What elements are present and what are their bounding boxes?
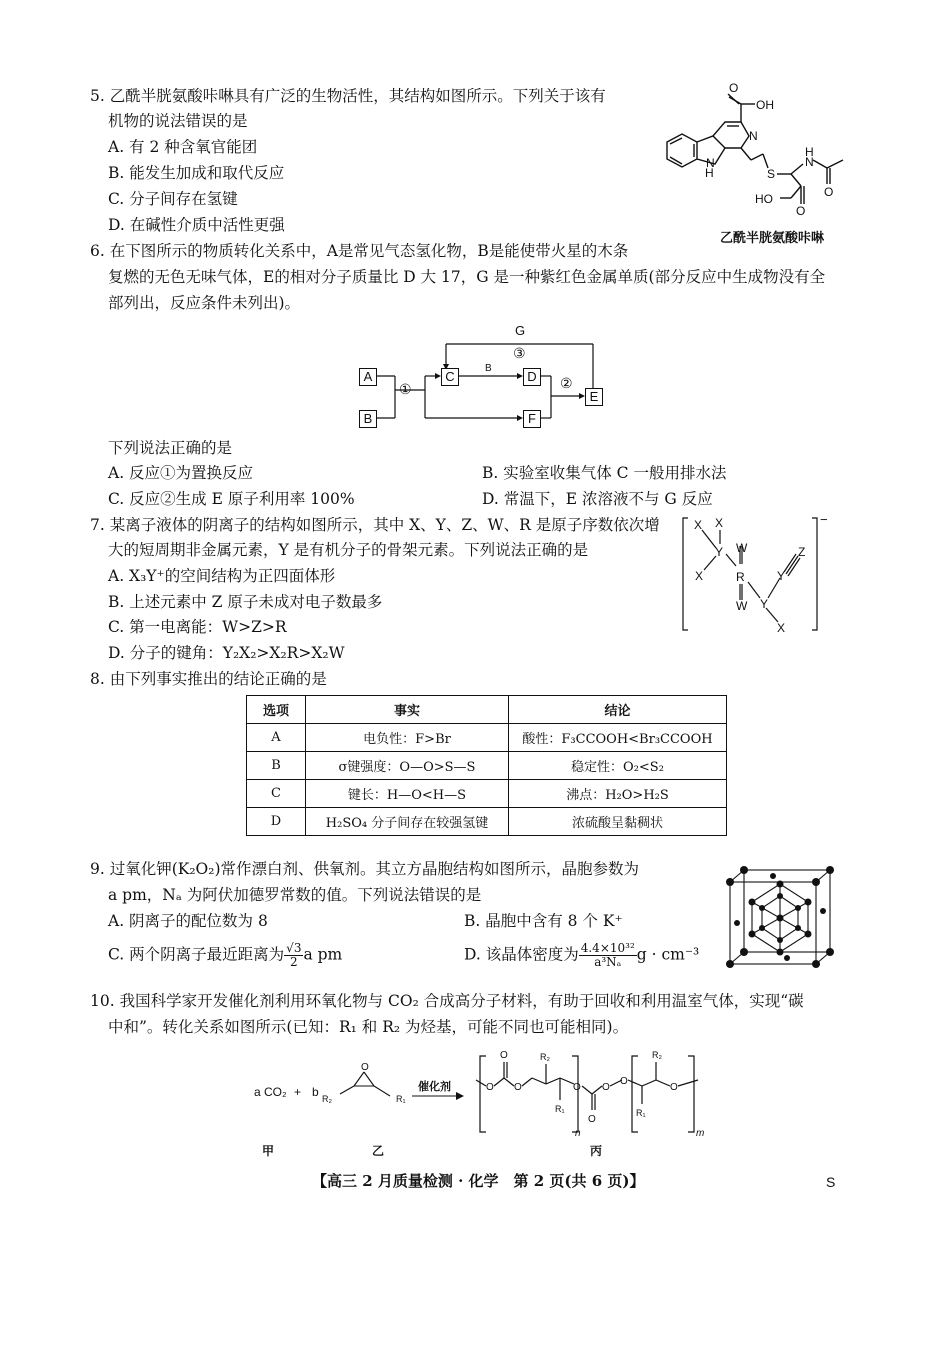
q6-box-b: B bbox=[359, 410, 377, 428]
svg-text:O: O bbox=[573, 1082, 581, 1093]
q5-amide-n: N bbox=[805, 155, 814, 169]
q10-polymer-r2-b: R₂ bbox=[652, 1050, 662, 1060]
q5-pyridine-n: N bbox=[749, 129, 758, 143]
table-cell: 沸点：H₂O>H₂S bbox=[509, 780, 727, 808]
table-cell: A bbox=[247, 724, 306, 752]
q5-option-b: B. 能发生加成和取代反应 bbox=[108, 164, 285, 182]
q5-molecule-figure bbox=[655, 82, 855, 232]
q6-box-a: A bbox=[359, 368, 377, 386]
q7-charge: − bbox=[820, 512, 828, 527]
q7-x-atom-1: X bbox=[694, 518, 703, 532]
svg-text:O: O bbox=[514, 1082, 522, 1093]
svg-text:O: O bbox=[486, 1082, 494, 1093]
q10-stem-line1: 10. 我国科学家开发催化剂利用环氧化物与 CO₂ 合成高分子材料，有助于回收和利用温室气体，实现“碳 bbox=[90, 992, 804, 1010]
table-cell: C bbox=[247, 780, 306, 808]
svg-text:O: O bbox=[670, 1082, 678, 1093]
q8-facts-table bbox=[246, 695, 727, 836]
q10-reaction-scheme bbox=[250, 1040, 710, 1140]
q6-option-b: B. 实验室收集气体 C 一般用排水法 bbox=[482, 464, 727, 482]
q6-box-e: E bbox=[585, 388, 603, 406]
q7-anion-structure bbox=[680, 512, 840, 637]
q9-option-d-denominator: a³Nₐ bbox=[594, 955, 622, 970]
q5-option-c: C. 分子间存在氢键 bbox=[108, 190, 238, 208]
table-cell: 浓硫酸呈黏稠状 bbox=[509, 808, 727, 836]
q10-epoxide-r1: R₁ bbox=[396, 1094, 406, 1104]
q5-cooh-label: OH bbox=[756, 98, 774, 112]
q10-catalyst-label: 催化剂 bbox=[418, 1081, 451, 1093]
q10-polymer-r2-a: R₂ bbox=[540, 1052, 550, 1062]
q6-g-label: G bbox=[515, 323, 526, 338]
q7-y-atom-1: Y bbox=[715, 545, 724, 559]
q10-subscript-n: n bbox=[575, 1128, 581, 1139]
q7-z-atom: Z bbox=[798, 545, 806, 559]
q9-option-c bbox=[108, 942, 342, 969]
q9-option-d bbox=[464, 942, 699, 969]
table-header-conclusion: 结论 bbox=[509, 696, 727, 724]
q9-option-c-fraction bbox=[284, 942, 303, 969]
q5-figure-caption: 乙酰半胱氨酸咔啉 bbox=[720, 230, 825, 245]
q9-option-c-suffix: a pm bbox=[303, 945, 343, 964]
q9-option-d-prefix: D. 该晶体密度为 bbox=[464, 945, 579, 964]
q7-y-atom-3: Y bbox=[777, 569, 786, 583]
q9-option-c-numerator: √3 bbox=[286, 941, 302, 955]
svg-text:O: O bbox=[602, 1082, 610, 1093]
q10-epoxide-r2: R₂ bbox=[322, 1094, 332, 1104]
table-row bbox=[247, 752, 727, 780]
q10-coefficient-b: b bbox=[312, 1085, 319, 1099]
q7-r-atom: R bbox=[736, 570, 745, 584]
table-header-fact: 事实 bbox=[306, 696, 509, 724]
svg-text:O: O bbox=[824, 185, 834, 199]
q7-option-a: A. X₃Y⁺的空间结构为正四面体形 bbox=[108, 567, 336, 585]
svg-text:O: O bbox=[500, 1050, 508, 1061]
svg-text:O: O bbox=[588, 1114, 596, 1125]
q7-x-atom-3: X bbox=[695, 569, 704, 583]
q5-stem-line1: 5. 乙酰半胱氨酸咔啉具有广泛的生物活性，其结构如图所示。下列关于该有 bbox=[90, 87, 606, 105]
q7-stem-line1: 7. 某离子液体的阴离子的结构如图所示，其中 X、Y、Z、W、R 是原子序数依次增 bbox=[90, 516, 660, 534]
q9-unit-cell-figure bbox=[722, 862, 842, 974]
q9-option-d-suffix: g · cm⁻³ bbox=[636, 945, 700, 964]
q10-subscript-m: m bbox=[696, 1128, 705, 1139]
table-cell: 电负性：F>Br bbox=[306, 724, 509, 752]
q7-w-atom-1: W bbox=[736, 541, 748, 555]
q5-amide-h: H bbox=[805, 145, 814, 159]
svg-text:O: O bbox=[620, 1076, 628, 1087]
q5-sulfur-label: S bbox=[767, 167, 776, 181]
q5-option-a: A. 有 2 种含氧官能团 bbox=[108, 138, 258, 156]
q6-flow-diagram bbox=[355, 322, 615, 434]
table-row bbox=[247, 724, 727, 752]
q9-stem-line2: a pm，Nₐ 为阿伏加德罗常数的值。下列说法错误的是 bbox=[108, 886, 482, 904]
table-cell: B bbox=[247, 752, 306, 780]
q8-stem: 8. 由下列事实推出的结论正确的是 bbox=[90, 670, 327, 688]
q7-option-c: C. 第一电离能：W>Z>R bbox=[108, 618, 287, 636]
q7-option-d: D. 分子的键角：Y₂X₂>X₂R>X₂W bbox=[108, 644, 345, 662]
q9-option-c-denominator: 2 bbox=[289, 955, 298, 970]
q10-plus-sign: + bbox=[294, 1085, 302, 1099]
q6-step2-label: ② bbox=[560, 375, 573, 391]
q9-option-d-fraction bbox=[579, 942, 637, 969]
q6-step3-label: ③ bbox=[513, 345, 526, 361]
q6-arrow-b-label: B bbox=[485, 363, 492, 374]
q10-polymer-r1-b: R₁ bbox=[636, 1108, 646, 1118]
q6-option-d: D. 常温下，E 浓溶液不与 G 反应 bbox=[482, 490, 713, 508]
table-header-option: 选项 bbox=[247, 696, 306, 724]
q6-stem-line3: 部列出，反应条件未列出)。 bbox=[108, 294, 301, 312]
q9-stem-line1: 9. 过氧化钾(K₂O₂)常作漂白剂、供氧剂。其立方晶胞结构如图所示，晶胞参数为 bbox=[90, 860, 640, 878]
table-cell: 稳定性：O₂<S₂ bbox=[509, 752, 727, 780]
q10-label-jia: 甲 bbox=[262, 1144, 275, 1158]
q6-box-c: C bbox=[441, 368, 459, 386]
svg-text:O: O bbox=[729, 81, 739, 95]
table-header-row bbox=[247, 696, 727, 724]
q10-reactant-co2: a CO₂ bbox=[254, 1085, 287, 1099]
q6-step1-label: ① bbox=[399, 381, 412, 397]
q10-label-yi: 乙 bbox=[372, 1144, 385, 1158]
svg-text:N: N bbox=[706, 156, 715, 170]
q6-option-c: C. 反应②生成 E 原子利用率 100% bbox=[108, 490, 355, 508]
q6-stem-line1: 6. 在下图所示的物质转化关系中，A是常见气态氢化物，B是能使带火星的木条 bbox=[90, 242, 629, 260]
table-row bbox=[247, 808, 727, 836]
table-row bbox=[247, 780, 727, 808]
table-cell: σ键强度：O—O>S—S bbox=[306, 752, 509, 780]
q6-prompt: 下列说法正确的是 bbox=[108, 439, 233, 457]
q9-option-a: A. 阴离子的配位数为 8 bbox=[108, 912, 268, 930]
q7-x-atom-2: X bbox=[715, 516, 724, 530]
q5-indole-h: H bbox=[705, 166, 714, 180]
svg-text:O: O bbox=[796, 204, 806, 218]
q6-box-d: D bbox=[523, 368, 541, 386]
q9-option-d-numerator: 4.4×10³² bbox=[580, 941, 635, 955]
table-cell: 键长：H—O<H—S bbox=[306, 780, 509, 808]
q10-stem-line2: 中和”。转化关系如图所示(已知：R₁ 和 R₂ 为烃基，可能不同也可能相同)。 bbox=[108, 1018, 629, 1036]
q5-hooc-label: HO bbox=[755, 192, 773, 206]
table-cell: D bbox=[247, 808, 306, 836]
q6-box-f: F bbox=[523, 410, 541, 428]
q5-stem-line2: 机物的说法错误的是 bbox=[108, 112, 248, 130]
q10-label-bing: 丙 bbox=[590, 1144, 603, 1158]
q10-polymer-r1-a: R₁ bbox=[555, 1104, 565, 1114]
table-cell: 酸性：F₃CCOOH<Br₃CCOOH bbox=[509, 724, 727, 752]
q5-option-d: D. 在碱性介质中活性更强 bbox=[108, 216, 285, 234]
q7-stem-line2: 大的短周期非金属元素，Y 是有机分子的骨架元素。下列说法正确的是 bbox=[108, 541, 589, 559]
page-footer: 【高三 2 月质量检测 · 化学 第 2 页(共 6 页)】 bbox=[312, 1172, 645, 1190]
q9-option-c-prefix: C. 两个阴离子最近距离为 bbox=[108, 945, 285, 964]
q6-option-a: A. 反应①为置换反应 bbox=[108, 464, 254, 482]
q7-w-atom-2: W bbox=[736, 599, 748, 613]
q9-option-b: B. 晶胞中含有 8 个 K⁺ bbox=[464, 912, 623, 930]
q10-epoxide-o: O bbox=[361, 1062, 369, 1073]
q7-option-b: B. 上述元素中 Z 原子未成对电子数最多 bbox=[108, 593, 383, 611]
q7-x-atom-4: X bbox=[777, 621, 786, 635]
q7-y-atom-2: Y bbox=[760, 597, 769, 611]
table-cell: H₂SO₄ 分子间存在较强氢键 bbox=[306, 808, 509, 836]
page-mark: S bbox=[826, 1174, 836, 1190]
q6-stem-line2: 复燃的无色无味气体，E的相对分子质量比 D 大 17，G 是一种紫红色金属单质(部分反应中生成物没有全 bbox=[108, 268, 826, 286]
